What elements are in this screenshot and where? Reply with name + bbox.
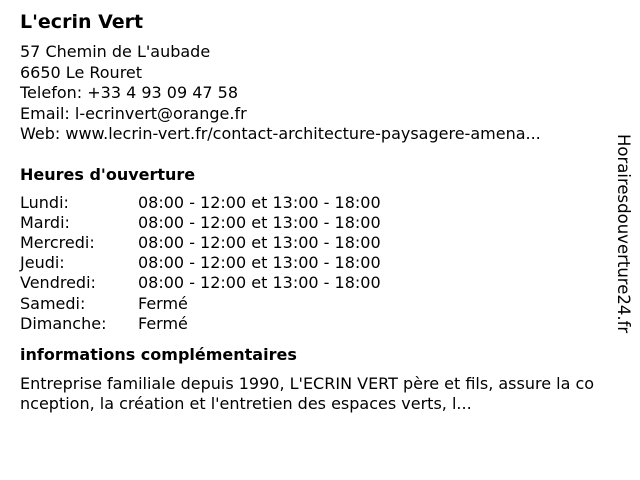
- address-street: 57 Chemin de L'aubade: [20, 42, 211, 61]
- hours-row-monday: [20, 193, 605, 213]
- business-card: [20, 10, 605, 415]
- additional-info-text: Entreprise familiale depuis 1990, L'ECRIN VERT père et fils, assure la conception, la création et l'entretien des espaces verts, l...: [20, 373, 595, 414]
- hours-day: Dimanche:: [20, 313, 107, 333]
- hours-time: 08:00 - 12:00 et 13:00 - 18:00: [138, 192, 381, 212]
- web-line: Web: www.lecrin-vert.fr/contact-architecture-paysagere-amena...: [20, 124, 541, 143]
- hours-row-saturday: [20, 294, 605, 314]
- business-name: L'ecrin Vert: [20, 11, 144, 33]
- hours-day: Samedi:: [20, 293, 86, 313]
- hours-row-wednesday: [20, 233, 605, 253]
- opening-hours-title: Heures d'ouverture: [20, 164, 196, 184]
- hours-day: Mercredi:: [20, 232, 95, 252]
- hours-day: Vendredi:: [20, 273, 96, 293]
- hours-time: 08:00 - 12:00 et 13:00 - 18:00: [138, 232, 381, 252]
- hours-time: 08:00 - 12:00 et 13:00 - 18:00: [138, 273, 381, 293]
- hours-time: 08:00 - 12:00 et 13:00 - 18:00: [138, 253, 381, 273]
- phone-line: Telefon: +33 4 93 09 47 58: [20, 83, 239, 102]
- hours-row-thursday: [20, 253, 605, 273]
- additional-info-title: informations complémentaires: [20, 344, 297, 364]
- hours-day: Lundi:: [20, 192, 69, 212]
- hours-row-sunday: [20, 314, 605, 334]
- hours-time: Fermé: [138, 313, 188, 333]
- address-city: 6650 Le Rouret: [20, 62, 143, 82]
- opening-hours-table: [20, 193, 605, 334]
- hours-time: 08:00 - 12:00 et 13:00 - 18:00: [138, 212, 381, 232]
- hours-time: Fermé: [138, 293, 188, 313]
- hours-row-tuesday: [20, 213, 605, 233]
- hours-day: Mardi:: [20, 212, 70, 232]
- hours-day: Jeudi:: [20, 253, 65, 273]
- email-line: Email: l-ecrinvert@orange.fr: [20, 103, 247, 123]
- hours-row-friday: [20, 273, 605, 293]
- site-watermark: Horairesdouverture24.fr: [614, 134, 633, 334]
